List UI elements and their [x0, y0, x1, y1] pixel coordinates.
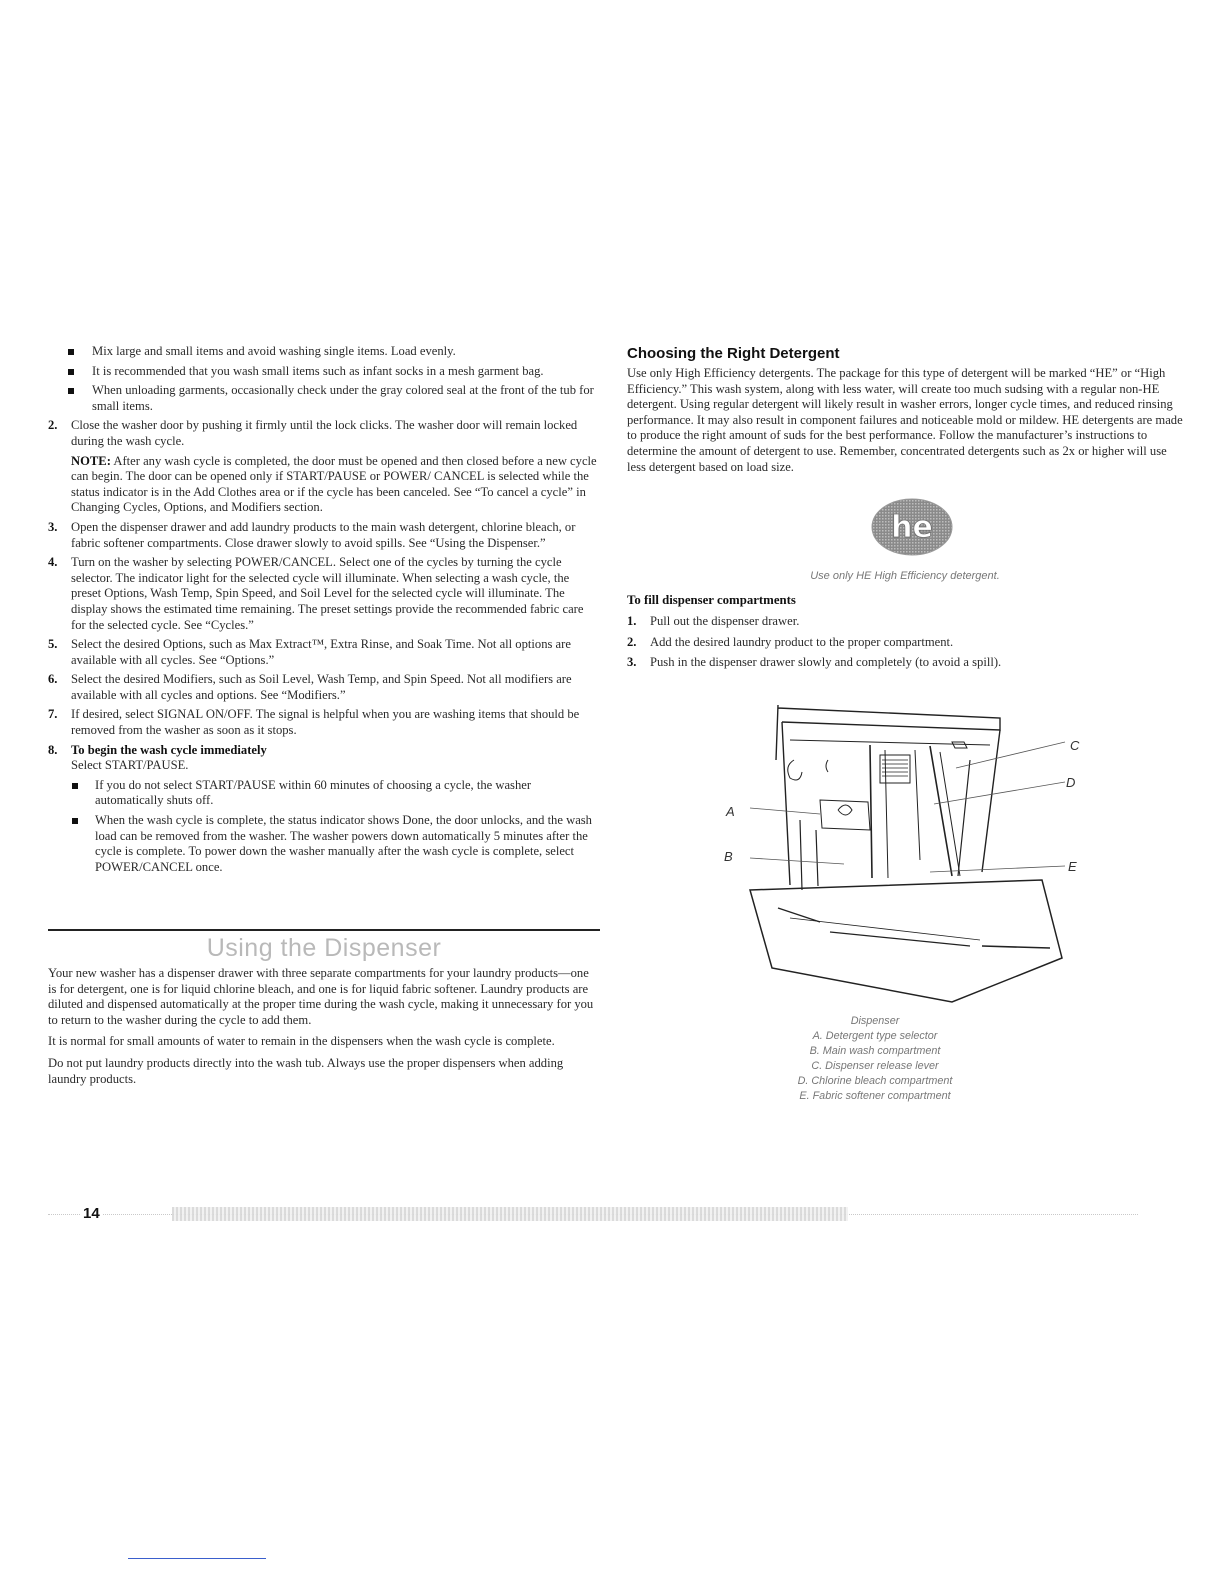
legend-item: B. Main wash compartment — [809, 1045, 941, 1057]
diagram-label-b: B — [724, 849, 733, 864]
step-item — [48, 743, 600, 876]
left-column — [48, 344, 600, 879]
step-item — [627, 655, 1183, 671]
section-title: Using the Dispenser — [206, 934, 442, 962]
step-item — [48, 672, 600, 703]
fill-steps-list — [627, 614, 1183, 671]
legend-item: E. Fabric softener compartment — [799, 1090, 951, 1102]
step-item — [48, 418, 600, 516]
step-text: Close the washer door by pushing it firmly until the lock clicks. The washer door will remain locked during the wash cycle. — [71, 418, 578, 448]
step-heading: To begin the wash cycle immediately — [71, 742, 267, 757]
bullet-list-start — [71, 778, 600, 876]
diagram-caption: Dispenser — [850, 1015, 900, 1027]
step-text: Push in the dispenser drawer slowly and completely (to avoid a spill). — [650, 655, 1002, 670]
step-number: 3. — [48, 519, 58, 534]
logo-caption: Use only HE High Efficiency detergent. — [810, 570, 1000, 582]
dispenser-section-text — [48, 966, 600, 1093]
note-label: NOTE: — [71, 453, 111, 468]
paragraph: Your new washer has a dispenser drawer with three separate compartments for your laundry products—one is for detergent, one is for liquid chlorine bleach, and one is for liquid fabric softener. Laundry products are diluted and dispensed automatically at the proper time during the wash cycle, making it unnecessary for you to return to the washer during the cycle to add them. — [48, 966, 594, 1027]
step-item — [48, 555, 600, 633]
step-item — [48, 707, 600, 738]
section-divider — [48, 929, 600, 931]
list-item: When the wash cycle is complete, the status indicator shows Done, the door unlocks, and the wash load can be removed from the washer. The washer powers down automatically 5 minutes after the cycle is complete. To power down the washer manually after the wash cycle is complete, select POWER/CANCEL once. — [95, 813, 600, 875]
step-number: 2. — [48, 418, 58, 433]
step-text: Add the desired laundry product to the proper compartment. — [650, 634, 954, 649]
step-text: Open the dispenser drawer and add laundry products to the main wash detergent, chlorine bleach, or fabric softener compartments. Close drawer slowly to avoid spills. See “Using the Dispenser.” — [71, 519, 576, 550]
diagram-label-a: A — [726, 804, 735, 819]
diagram-label-d: D — [1066, 775, 1076, 790]
list-item: When unloading garments, occasionally check under the gray colored seal at the front of the tub for small items. — [92, 383, 600, 414]
step-item — [48, 637, 600, 668]
step-item — [627, 635, 1183, 651]
footer-hatch-bar — [172, 1207, 848, 1221]
step-number: 4. — [48, 555, 58, 570]
step-number: 6. — [48, 672, 58, 687]
step-text: Select the desired Modifiers, such as Soil Level, Wash Temp, and Spin Speed. Not all modifiers are available with all cycles and options. See “Modifiers.” — [71, 672, 572, 702]
diagram-legend — [770, 1014, 980, 1104]
detergent-paragraph: Use only High Efficiency detergents. The package for this type of detergent will be marked “HE” or “High Efficiency.” This wash system, along with less water, will create too much sudsing with a regular non-HE detergent. Using regular detergent will likely result in washer errors, longer cycle times, and reduced rinsing performance. It may also result in component failures and noticeable mold or mildew. HE detergents are made to produce the right amount of suds for the best performance. Follow the manufacturer’s instructions to determine the amount of detergent to use. Remember, concentrated detergents such as 2x or higher will use less detergent based on load size. — [627, 366, 1183, 474]
fill-heading: To fill dispenser compartments — [627, 593, 796, 607]
legend-item: C. Dispenser release lever — [811, 1060, 939, 1072]
bullet-list-loading-tips — [48, 344, 600, 414]
fill-steps — [627, 614, 1183, 676]
bottom-link-line — [128, 1558, 266, 1559]
step-number: 1. — [627, 614, 637, 628]
steps-list — [48, 418, 600, 875]
list-item: Mix large and small items and avoid washing single items. Load evenly. — [92, 344, 600, 360]
logo-text: he — [891, 510, 933, 545]
he-logo-icon — [870, 497, 954, 557]
step-text: Turn on the washer by selecting POWER/CANCEL. Select one of the cycles by turning the cycle selector. The indicator light for the selected cycle will illuminate. When selecting a wash cycle, the preset Options, Wash Temp, Spin Speed, and Soil Level for the selected cycle will illuminate. The display shows the estimated time remaining. The preset settings provide the recommended fabric care for the selected cycle. See “Cycles.” — [71, 555, 584, 632]
legend-item: D. Chlorine bleach compartment — [797, 1075, 953, 1087]
diagram-label-c: C — [1070, 738, 1080, 753]
step-text: If desired, select SIGNAL ON/OFF. The signal is helpful when you are washing items that should be removed from the washer as soon as it stops. — [71, 707, 580, 738]
step-text: Pull out the dispenser drawer. — [650, 614, 800, 628]
step-number: 3. — [627, 655, 637, 670]
step-number: 5. — [48, 637, 58, 652]
step-number: 7. — [48, 707, 58, 722]
list-item: It is recommended that you wash small items such as infant socks in a mesh garment bag. — [92, 364, 600, 380]
note-text: After any wash cycle is completed, the door must be opened and then closed before a new cycle can begin. The door can be opened only if START/PAUSE or POWER/ CANCEL is selected while the status indicator is in the Add Clothes area or if the cycle has been canceled. See “To cancel a cycle” in Changing Cycles, Options, and Modifiers section. — [71, 453, 597, 515]
step-item — [48, 520, 600, 551]
paragraph: Do not put laundry products directly into the wash tub. Always use the proper dispensers when adding laundry products. — [48, 1055, 564, 1086]
legend-item: A. Detergent type selector — [812, 1030, 938, 1042]
step-item — [627, 614, 1183, 630]
dispenser-diagram — [720, 700, 1100, 1010]
note-block — [71, 454, 600, 516]
step-number: 8. — [48, 742, 58, 757]
paragraph: It is normal for small amounts of water to remain in the dispensers when the wash cycle is complete. — [48, 1034, 555, 1049]
right-column — [627, 344, 1183, 475]
step-text: Select the desired Options, such as Max Extract™, Extra Rinse, and Soak Time. Not all options are available with all cycles. See “Options.” — [71, 637, 571, 667]
page-number: 14 — [80, 1205, 103, 1222]
detergent-heading: Choosing the Right Detergent — [627, 345, 840, 362]
diagram-label-e: E — [1068, 859, 1077, 874]
step-text: Select START/PAUSE. — [71, 758, 189, 773]
step-number: 2. — [627, 634, 637, 649]
list-item: If you do not select START/PAUSE within 60 minutes of choosing a cycle, the washer automatically shuts off. — [95, 778, 600, 809]
